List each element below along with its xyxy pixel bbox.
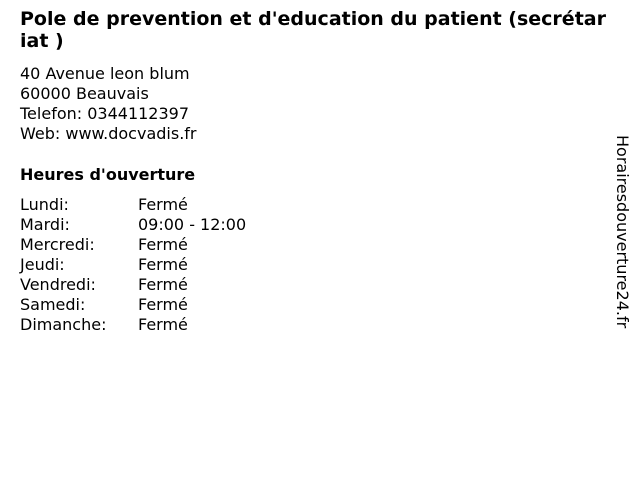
phone-line: Telefon: 0344112397: [20, 104, 190, 123]
hours-row-samedi: [20, 295, 610, 315]
day-label: Jeudi:: [20, 255, 65, 274]
hours-row-dimanche: [20, 315, 610, 335]
day-label: Mardi:: [20, 215, 70, 234]
hours-row-jeudi: [20, 255, 610, 275]
day-label: Samedi:: [20, 295, 86, 314]
address-block: [20, 64, 610, 144]
day-hours: Fermé: [138, 235, 188, 254]
hours-row-vendredi: [20, 275, 610, 295]
day-label: Mercredi:: [20, 235, 95, 254]
hours-row-mardi: [20, 215, 610, 235]
day-hours: Fermé: [138, 255, 188, 274]
hours-row-mercredi: [20, 235, 610, 255]
site-watermark: Horairesdouverture24.fr: [613, 135, 632, 329]
hours-row-lundi: [20, 195, 610, 215]
web-line: Web: www.docvadis.fr: [20, 124, 197, 143]
hours-table: [20, 195, 610, 335]
day-label: Vendredi:: [20, 275, 96, 294]
day-hours: Fermé: [138, 295, 188, 314]
day-label: Lundi:: [20, 195, 69, 214]
city-line: 60000 Beauvais: [20, 84, 149, 103]
page-title: Pole de prevention et d'education du patient (secrétariat ): [20, 8, 606, 52]
day-hours: Fermé: [138, 275, 188, 294]
hours-heading: Heures d'ouverture: [20, 165, 196, 184]
day-hours: 09:00 - 12:00: [138, 215, 247, 234]
day-hours: Fermé: [138, 315, 188, 334]
listing-card: [20, 8, 610, 335]
day-hours: Fermé: [138, 195, 188, 214]
street-address: 40 Avenue leon blum: [20, 64, 190, 83]
day-label: Dimanche:: [20, 315, 107, 334]
